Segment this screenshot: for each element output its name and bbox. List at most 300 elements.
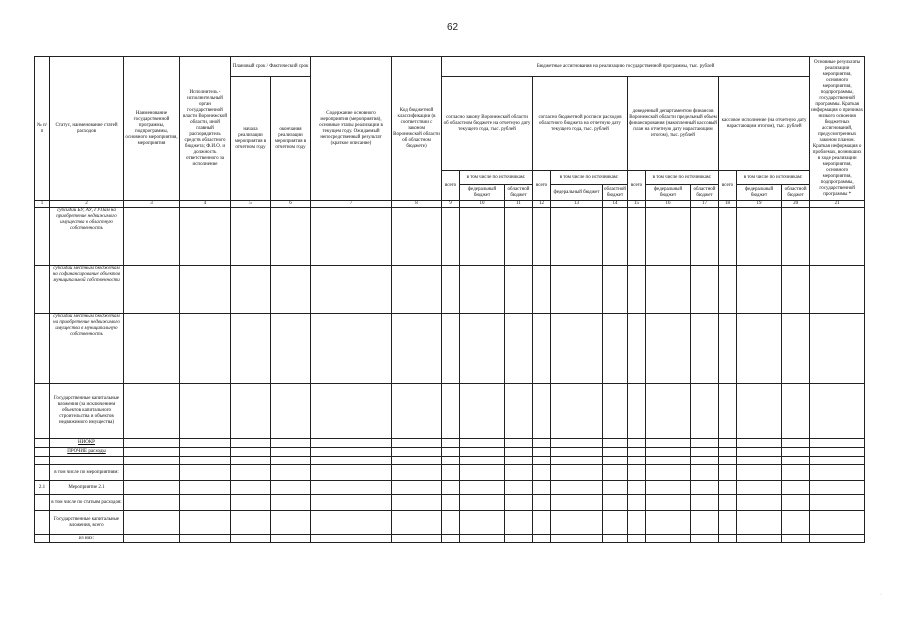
data-cell [646,481,691,495]
data-cell [737,384,782,439]
data-cell [719,511,737,535]
data-cell [691,208,719,266]
data-cell [719,208,737,266]
data-cell [603,535,628,543]
data-cell [460,384,505,439]
data-cell [737,439,782,448]
data-cell [551,266,603,314]
data-cell [442,457,460,465]
header-incl-sources: в том числе по источникам: [460,171,533,185]
header-incl-sources: в том числе по источникам: [737,171,810,185]
data-cell [311,208,392,266]
data-cell [628,448,646,457]
table-row [35,266,865,314]
table-body [35,208,865,543]
data-cell [646,384,691,439]
row-label: субсидии БУ, АУ, ГУПам на приобретение недвижимого имущества в областную собственность [50,208,124,266]
data-cell [124,511,180,535]
data-cell [533,208,551,266]
data-cell [691,481,719,495]
data-cell [782,448,810,457]
data-cell [231,495,271,511]
data-cell [551,535,603,543]
data-cell [737,266,782,314]
data-cell [124,465,180,481]
data-cell [271,465,311,481]
data-cell [628,511,646,535]
data-cell [719,448,737,457]
table-row [35,208,865,266]
data-cell [505,384,533,439]
data-cell [646,208,691,266]
data-cell [180,314,231,384]
data-cell [533,535,551,543]
data-cell [737,457,782,465]
data-cell [124,314,180,384]
data-cell [124,481,180,495]
scan-mark: · [880,592,882,598]
data-cell [442,266,460,314]
data-cell [231,314,271,384]
data-cell [810,266,865,314]
column-number: 3 [124,201,180,208]
data-cell [180,457,231,465]
data-cell [231,448,271,457]
table-row [35,384,865,439]
data-cell [810,448,865,457]
data-cell [551,439,603,448]
data-cell [533,465,551,481]
page-number: 62 [446,22,459,33]
data-cell [603,266,628,314]
data-cell [180,448,231,457]
data-cell [551,448,603,457]
header-total: всего [442,171,460,201]
data-cell [810,384,865,439]
data-cell [392,208,442,266]
data-cell [551,465,603,481]
data-cell [691,495,719,511]
column-number: 8 [392,201,442,208]
data-cell [719,439,737,448]
data-cell [737,495,782,511]
data-cell [737,465,782,481]
row-number [35,535,50,543]
row-label: ПРОЧИЕ расходы [50,448,124,457]
header-executor: Исполнитель - исполнительный орган государственной власти Воронежской области, иной главный распорядитель средств областного бюджета; Ф.И.О. и должность ответственного за исполнение [180,57,231,201]
row-label: в том числе по статьям расходов: [50,495,124,511]
data-cell [737,535,782,543]
header-total: всего [719,171,737,201]
data-cell [737,314,782,384]
data-cell [551,208,603,266]
data-cell [646,457,691,465]
data-cell [311,481,392,495]
data-cell [810,457,865,465]
data-cell [392,465,442,481]
data-cell [271,208,311,266]
data-cell [646,314,691,384]
data-cell [271,266,311,314]
data-cell [810,465,865,481]
data-cell [392,266,442,314]
header-regional: областной бюджет [782,185,810,201]
data-cell [180,266,231,314]
row-number [35,457,50,465]
row-number [35,314,50,384]
data-cell [311,439,392,448]
header-status: Статус, наименование статей расходов [50,57,124,201]
row-label: субсидии местным бюджетам на приобретение недвижимого имущества в муниципальную собственность [50,314,124,384]
data-cell [628,266,646,314]
row-number [35,439,50,448]
data-cell [603,314,628,384]
data-cell [392,495,442,511]
data-cell [442,208,460,266]
data-cell [551,481,603,495]
column-number: 7 [311,201,392,208]
row-label: Государственные капитальные вложения, всего [50,511,124,535]
data-cell [505,266,533,314]
header-regional: областной бюджет [505,185,533,201]
header-num: № п/п [35,57,50,201]
data-cell [442,439,460,448]
data-cell [311,535,392,543]
column-number-row [35,201,865,208]
data-cell [231,208,271,266]
header-cash: кассовое исполнение (на отчетную дату нарастающим итогом), тыс. рублей [719,77,810,171]
data-cell [628,439,646,448]
data-cell [124,384,180,439]
header-total: всего [533,171,551,201]
data-cell [782,439,810,448]
data-cell [603,448,628,457]
table-row [35,481,865,495]
data-cell [271,481,311,495]
data-cell [533,314,551,384]
data-cell [691,535,719,543]
data-cell [810,481,865,495]
header-content: Содержание основного мероприятия (мероприятия), основные этапы реализации в текущем году. Ожидаемый непосредственный результат (краткое описание) [311,57,392,201]
column-number: 5 [231,201,271,208]
data-cell [782,266,810,314]
data-cell [271,439,311,448]
data-cell [691,448,719,457]
header-federal: федеральный бюджет [460,185,505,201]
data-cell [628,481,646,495]
data-cell [392,384,442,439]
data-cell [442,384,460,439]
data-cell [628,314,646,384]
row-label: в том числе по мероприятиям: [50,465,124,481]
data-cell [551,495,603,511]
header-federal: федеральный бюджет [551,185,603,201]
row-number [35,511,50,535]
data-cell [628,457,646,465]
data-cell [231,481,271,495]
header-planned-period: Плановый срок / Фактический срок [231,57,311,77]
data-cell [533,448,551,457]
data-cell [460,465,505,481]
data-cell [180,535,231,543]
header-limits: доведенный департаментом финансов Воронежской области предельный объем финансирования (накопленный кассовый план на отчетную дату нарастающим итогом), тыс. рублей [628,77,719,171]
table-row [35,314,865,384]
data-cell [442,465,460,481]
data-cell [782,384,810,439]
data-cell [442,448,460,457]
data-cell [311,511,392,535]
data-cell [460,266,505,314]
row-number [35,495,50,511]
data-cell [810,535,865,543]
row-label: субсидии местным бюджетам на софинансирование объектов муниципальной собственности [50,266,124,314]
data-cell [551,384,603,439]
header-roster: согласно бюджетной росписи расходов областного бюджета на отчетную дату текущего года, тыс. рублей [533,77,628,171]
column-number: 15 [628,201,646,208]
row-label [50,457,124,465]
data-cell [603,495,628,511]
data-cell [719,384,737,439]
data-cell [311,448,392,457]
data-cell [551,511,603,535]
data-cell [782,457,810,465]
data-cell [505,457,533,465]
header-total: всего [628,171,646,201]
data-cell [691,439,719,448]
data-cell [505,535,533,543]
data-cell [505,495,533,511]
data-cell [231,266,271,314]
data-cell [533,481,551,495]
column-number: 21 [810,201,865,208]
data-cell [628,384,646,439]
data-cell [646,535,691,543]
data-cell [180,495,231,511]
data-cell [737,511,782,535]
data-cell [460,208,505,266]
data-cell [691,511,719,535]
row-number [35,448,50,457]
table-row [35,457,865,465]
data-cell [231,439,271,448]
header-kbk: Код бюджетной классификации (в соответствии с законом Воронежской области об областном бюджете) [392,57,442,201]
row-label: Государственные капитальные вложения (за исключением объектов капитального строительства и объектов недвижимого имущества) [50,384,124,439]
data-cell [231,465,271,481]
table-row [35,448,865,457]
column-number: 10 [460,201,505,208]
data-cell [460,495,505,511]
column-number: 12 [533,201,551,208]
data-cell [603,439,628,448]
data-cell [271,457,311,465]
data-cell [460,439,505,448]
data-cell [180,384,231,439]
column-number: 13 [551,201,603,208]
data-cell [180,439,231,448]
data-cell [231,511,271,535]
data-cell [311,457,392,465]
data-cell [628,208,646,266]
data-cell [311,465,392,481]
data-cell [691,314,719,384]
data-cell [533,457,551,465]
data-cell [460,448,505,457]
data-cell [124,457,180,465]
data-cell [719,457,737,465]
column-number: 4 [180,201,231,208]
data-cell [180,208,231,266]
data-cell [603,465,628,481]
data-cell [271,384,311,439]
header-law: согласно закону Воронежской области об областном бюджете на отчетную дату текущего года, тыс. рублей [442,77,533,171]
data-cell [551,314,603,384]
data-cell [392,511,442,535]
data-cell [124,266,180,314]
data-cell [719,495,737,511]
table-row [35,535,865,543]
data-cell [646,511,691,535]
data-cell [782,314,810,384]
data-cell [180,465,231,481]
data-cell [124,495,180,511]
header-federal: федеральный бюджет [646,185,691,201]
data-cell [180,481,231,495]
data-cell [460,481,505,495]
column-number: 19 [737,201,782,208]
data-cell [737,448,782,457]
column-number: 17 [691,201,719,208]
data-cell [719,314,737,384]
data-cell [442,535,460,543]
row-number [35,208,50,266]
data-cell [782,511,810,535]
data-cell [533,511,551,535]
data-cell [231,384,271,439]
column-number: 2 [50,201,124,208]
data-cell [271,495,311,511]
data-cell [460,511,505,535]
data-cell [691,465,719,481]
header-regional: областной бюджет [691,185,719,201]
data-cell [533,439,551,448]
data-cell [719,266,737,314]
data-cell [271,448,311,457]
row-number [35,465,50,481]
data-cell [460,457,505,465]
data-cell [392,439,442,448]
budget-execution-table [34,56,865,543]
data-cell [392,481,442,495]
data-cell [646,448,691,457]
column-number: 9 [442,201,460,208]
table-row [35,439,865,448]
data-cell [311,495,392,511]
data-cell [646,465,691,481]
data-cell [737,481,782,495]
data-cell [442,495,460,511]
header-federal: федеральный бюджет [737,185,782,201]
column-number: 20 [782,201,810,208]
data-cell [782,535,810,543]
data-cell [271,511,311,535]
table-row [35,495,865,511]
data-cell [231,535,271,543]
header-incl-sources: в том числе по источникам: [646,171,719,185]
data-cell [628,495,646,511]
data-cell [392,314,442,384]
data-cell [505,448,533,457]
data-cell [691,266,719,314]
data-cell [810,495,865,511]
data-cell [603,481,628,495]
data-cell [311,314,392,384]
data-cell [442,511,460,535]
data-cell [603,384,628,439]
column-number: 16 [646,201,691,208]
data-cell [810,439,865,448]
data-cell [737,208,782,266]
data-cell [533,266,551,314]
table-row [35,511,865,535]
data-cell [782,208,810,266]
data-cell [810,208,865,266]
data-cell [691,457,719,465]
data-cell [271,535,311,543]
data-cell [505,465,533,481]
data-cell [691,384,719,439]
data-cell [442,314,460,384]
data-cell [719,465,737,481]
data-cell [782,465,810,481]
data-cell [628,465,646,481]
column-number: 11 [505,201,533,208]
row-number [35,384,50,439]
data-cell [124,448,180,457]
data-cell [603,457,628,465]
data-cell [124,439,180,448]
table-row [35,465,865,481]
header-regional: областной бюджет [603,185,628,201]
data-cell [180,511,231,535]
row-label: из них: [50,535,124,543]
data-cell [505,208,533,266]
data-cell [442,481,460,495]
data-cell [460,535,505,543]
data-cell [392,535,442,543]
data-cell [392,448,442,457]
data-cell [646,439,691,448]
header-incl-sources: в том числе по источникам: [551,171,628,185]
column-number: 1 [35,201,50,208]
header-budget-group: Бюджетные ассигнования на реализацию государственной программы, тыс. рублей [442,57,810,77]
data-cell [719,481,737,495]
column-number: 6 [271,201,311,208]
data-cell [505,439,533,448]
header-program-name: Наименование государственной программы, подпрограммы, основного мероприятия, мероприятия [124,57,180,201]
data-cell [311,266,392,314]
row-number [35,266,50,314]
data-cell [271,314,311,384]
data-cell [533,384,551,439]
data-cell [646,266,691,314]
data-cell [810,511,865,535]
header-start: начала реализации мероприятия в отчетном году [231,77,271,201]
data-cell [603,208,628,266]
header-end: окончания реализации мероприятия в отчетном году [271,77,311,201]
header-results: Основные результаты реализации мероприятия, основного мероприятия, подпрограммы, государственной программы. Краткая информация о причинах низкого освоения бюджетных ассигнований, предусмотренных законом планом. Краткая информация о проблемах, возникших в ходе реализации мероприятия, основного мероприятия, подпрограммы, государственной программы * [810,57,865,201]
data-cell [810,314,865,384]
row-label: Мероприятие 2.1 [50,481,124,495]
